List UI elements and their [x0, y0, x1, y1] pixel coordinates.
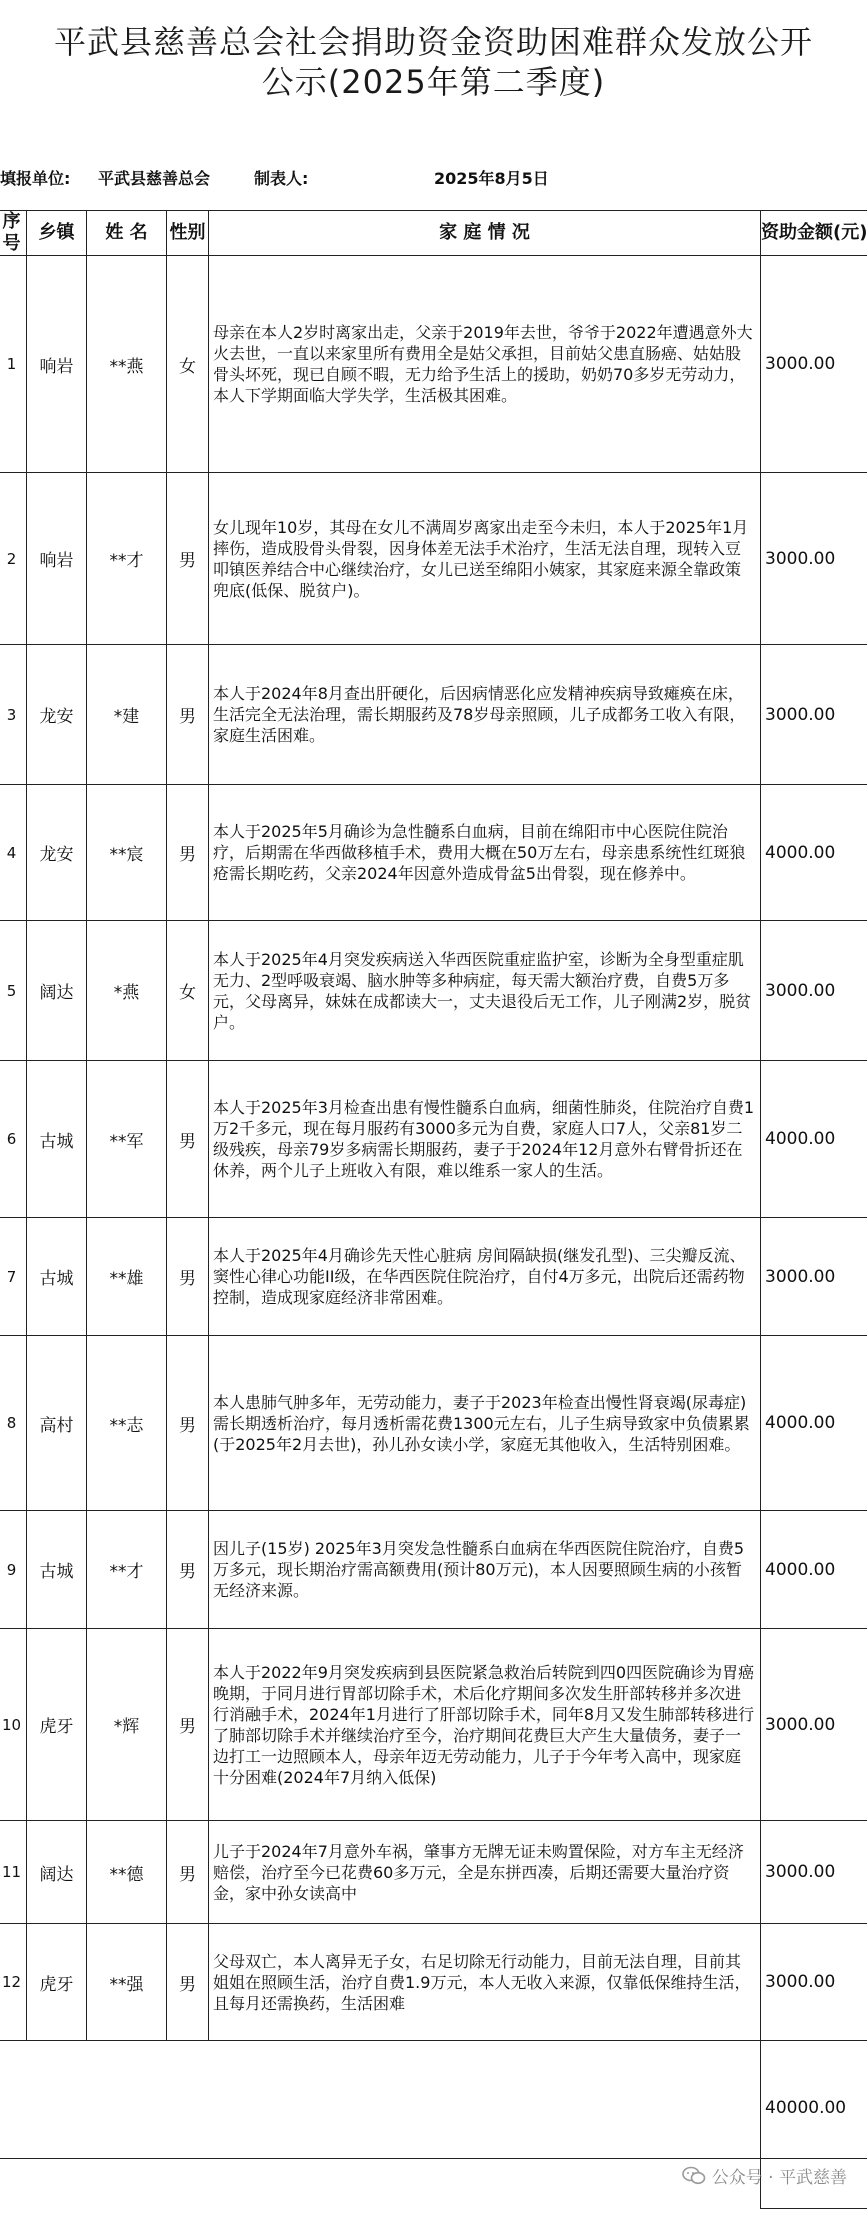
row-gender: 男: [167, 1629, 209, 1821]
row-town: 龙安: [27, 645, 87, 785]
row-name: **才: [87, 473, 167, 645]
row-gender: 男: [167, 473, 209, 645]
table-row: [0, 1218, 867, 1336]
row-amount: 3000.00: [761, 645, 867, 785]
row-no: 6: [0, 1061, 27, 1218]
row-gender: 男: [167, 645, 209, 785]
row-town: 阔达: [27, 1821, 87, 1924]
row-gender: 男: [167, 1821, 209, 1924]
row-amount: 4000.00: [761, 1061, 867, 1218]
row-desc: 本人于2022年9月突发疾病到县医院紧急救治后转院到四0四医院确诊为胃癌晚期，于同月进行胃部切除手术，术后化疗期间多次发生肝部转移并多次进行消融手术，2024年1月进行了肝部切除手术，同年8月又发生肺部转移进行了肺部切除手术并继续治疗至今，治疗期间花费巨大产生大量债务，妻子一边打工一边照顾本人，母亲年迈无劳动能力，儿子于今年考入高中，现家庭十分困难(2024年7月纳入低保): [209, 1629, 761, 1821]
row-gender: 男: [167, 1061, 209, 1218]
row-no: 3: [0, 645, 27, 785]
total-row: [0, 2041, 867, 2159]
table-row: [0, 256, 867, 473]
row-no: 4: [0, 785, 27, 921]
row-no: 5: [0, 921, 27, 1061]
row-no: 10: [0, 1629, 27, 1821]
row-name: **燕: [87, 256, 167, 473]
row-amount: 3000.00: [761, 1629, 867, 1821]
row-name: **志: [87, 1336, 167, 1511]
row-town: 古城: [27, 1511, 87, 1629]
row-town: 响岩: [27, 256, 87, 473]
report-date: 2025年8月5日: [434, 169, 549, 188]
row-desc: 因儿子(15岁) 2025年3月突发急性髓系白血病在华西医院住院治疗，自费5万多元，现长期治疗需高额费用(预计80万元)，本人因要照顾生病的小孩暂无经济来源。: [209, 1511, 761, 1629]
row-desc: 本人于2025年4月确诊先天性心脏病 房间隔缺损(继发孔型)、三尖瓣反流、窦性心律心功能II级，在华西医院住院治疗，自付4万多元，出院后还需药物控制，造成现家庭经济非常困难。: [209, 1218, 761, 1336]
row-amount: 4000.00: [761, 1336, 867, 1511]
row-gender: 女: [167, 921, 209, 1061]
table-header-row: [0, 211, 867, 256]
row-town: 古城: [27, 1218, 87, 1336]
aid-table: [0, 210, 867, 2209]
header-town: 乡镇: [27, 211, 87, 256]
row-no: 11: [0, 1821, 27, 1924]
row-gender: 男: [167, 1924, 209, 2041]
row-desc: 父母双亡，本人离异无子女，右足切除无行动能力，目前无法自理，目前其姐姐在照顾生活，治疗自费1.9万元，本人无收入来源，仅靠低保维持生活，且每月还需换药，生活困难: [209, 1924, 761, 2041]
row-no: 2: [0, 473, 27, 645]
row-town: 响岩: [27, 473, 87, 645]
table-row: [0, 1924, 867, 2041]
table-row: [0, 921, 867, 1061]
row-desc: 本人于2025年4月突发疾病送入华西医院重症监护室，诊断为全身型重症肌无力、2型呼吸衰竭、脑水肿等多种病症，每天需大额治疗费，自费5万多元，父母离异，妹妹在成都读大一，丈夫退役后无工作，儿子刚满2岁，脱贫户。: [209, 921, 761, 1061]
row-amount: 3000.00: [761, 1924, 867, 2041]
header-no: 序号: [0, 211, 27, 256]
table-row: [0, 1511, 867, 1629]
header-family: 家 庭 情 况: [209, 211, 761, 256]
table-row: [0, 473, 867, 645]
row-town: 阔达: [27, 921, 87, 1061]
maker-label: 制表人:: [254, 169, 309, 188]
row-no: 9: [0, 1511, 27, 1629]
row-town: 古城: [27, 1061, 87, 1218]
row-amount: 3000.00: [761, 473, 867, 645]
row-gender: 男: [167, 1336, 209, 1511]
watermark: [682, 2163, 847, 2188]
row-name: **德: [87, 1821, 167, 1924]
row-no: 12: [0, 1924, 27, 2041]
row-gender: 男: [167, 1218, 209, 1336]
table-row: [0, 1821, 867, 1924]
total-spacer: [0, 2041, 761, 2159]
row-desc: 儿子于2024年7月意外车祸，肇事方无牌无证未购置保险，对方车主无经济赔偿，治疗至今已花费60多万元，全是东拼西凑，后期还需要大量治疗资金，家中孙女读高中: [209, 1821, 761, 1924]
row-name: **才: [87, 1511, 167, 1629]
row-town: 虎牙: [27, 1629, 87, 1821]
row-desc: 本人于2025年5月确诊为急性髓系白血病，目前在绵阳市中心医院住院治疗，后期需在华西做移植手术，费用大概在50万左右，母亲患系统性红斑狼疮需长期吃药，父亲2024年因意外造成骨盆5出骨裂，现在修养中。: [209, 785, 761, 921]
report-meta: [0, 166, 867, 190]
table-row: [0, 785, 867, 921]
table-row: [0, 645, 867, 785]
row-desc: 本人患肺气肿多年，无劳动能力，妻子于2023年检查出慢性肾衰竭(尿毒症)需长期透析治疗，每月透析需花费1300元左右，儿子生病导致家中负债累累(于2025年2月去世)，孙儿孙女读小学，家庭无其他收入，生活特别困难。: [209, 1336, 761, 1511]
row-name: **宸: [87, 785, 167, 921]
title-line-2: 公示(2025年第二季度): [261, 63, 606, 101]
title-line-1: 平武县慈善总会社会捐助资金资助困难群众发放公开: [53, 23, 813, 61]
row-amount: 3000.00: [761, 1218, 867, 1336]
row-name: *辉: [87, 1629, 167, 1821]
row-name: *燕: [87, 921, 167, 1061]
unit-value: 平武县慈善总会: [98, 169, 211, 188]
header-amount: 资助金额(元): [761, 211, 867, 256]
row-amount: 4000.00: [761, 1511, 867, 1629]
row-desc: 女儿现年10岁，其母在女儿不满周岁离家出走至今未归，本人于2025年1月摔伤，造成股骨头骨裂，因身体差无法手术治疗，生活无法自理，现转入豆叩镇医养结合中心继续治疗，女儿已送至绵阳小姨家，其家庭来源全靠政策兜底(低保、脱贫户)。: [209, 473, 761, 645]
row-desc: 本人于2025年3月检查出患有慢性髓系白血病，细菌性肺炎，住院治疗自费1万2千多元，现在每月服药有3000多元为自费，家庭人口7人，父亲81岁二级残疾，母亲79岁多病需长期服药，妻子于2024年12月意外右臂骨折还在休养，两个儿子上班收入有限，难以维系一家人的生活。: [209, 1061, 761, 1218]
row-no: 1: [0, 256, 27, 473]
row-amount: 4000.00: [761, 785, 867, 921]
wechat-icon: [682, 2166, 706, 2186]
row-town: 高村: [27, 1336, 87, 1511]
row-name: **军: [87, 1061, 167, 1218]
row-gender: 男: [167, 1511, 209, 1629]
row-town: 虎牙: [27, 1924, 87, 2041]
header-gender: 性别: [167, 211, 209, 256]
row-gender: 女: [167, 256, 209, 473]
row-desc: 本人于2024年8月查出肝硬化，后因病情恶化应发精神疾病导致瘫痪在床，生活完全无法治理，需长期服药及78岁母亲照顾，儿子成都务工收入有限，家庭生活困难。: [209, 645, 761, 785]
row-desc: 母亲在本人2岁时离家出走，父亲于2019年去世，爷爷于2022年遭遇意外大火去世，一直以来家里所有费用全是姑父承担，目前姑父患直肠癌、姑姑股骨头坏死，现已自顾不暇，无力给予生活上的援助，奶奶70多岁无劳动力，本人下学期面临大学失学，生活极其困难。: [209, 256, 761, 473]
row-no: 7: [0, 1218, 27, 1336]
watermark-text: 公众号 · 平武慈善: [711, 2168, 847, 2188]
header-name: 姓 名: [87, 211, 167, 256]
row-amount: 3000.00: [761, 256, 867, 473]
row-no: 8: [0, 1336, 27, 1511]
total-amount: 40000.00: [761, 2041, 867, 2159]
table-row: [0, 1061, 867, 1218]
row-town: 龙安: [27, 785, 87, 921]
row-amount: 3000.00: [761, 921, 867, 1061]
row-amount: 3000.00: [761, 1821, 867, 1924]
unit-label: 填报单位:: [0, 169, 71, 188]
blank-spacer: [0, 2159, 761, 2209]
table-row: [0, 1629, 867, 1821]
row-name: **强: [87, 1924, 167, 2041]
row-name: *建: [87, 645, 167, 785]
table-row: [0, 1336, 867, 1511]
row-gender: 男: [167, 785, 209, 921]
row-name: **雄: [87, 1218, 167, 1336]
page-title: [0, 22, 867, 102]
